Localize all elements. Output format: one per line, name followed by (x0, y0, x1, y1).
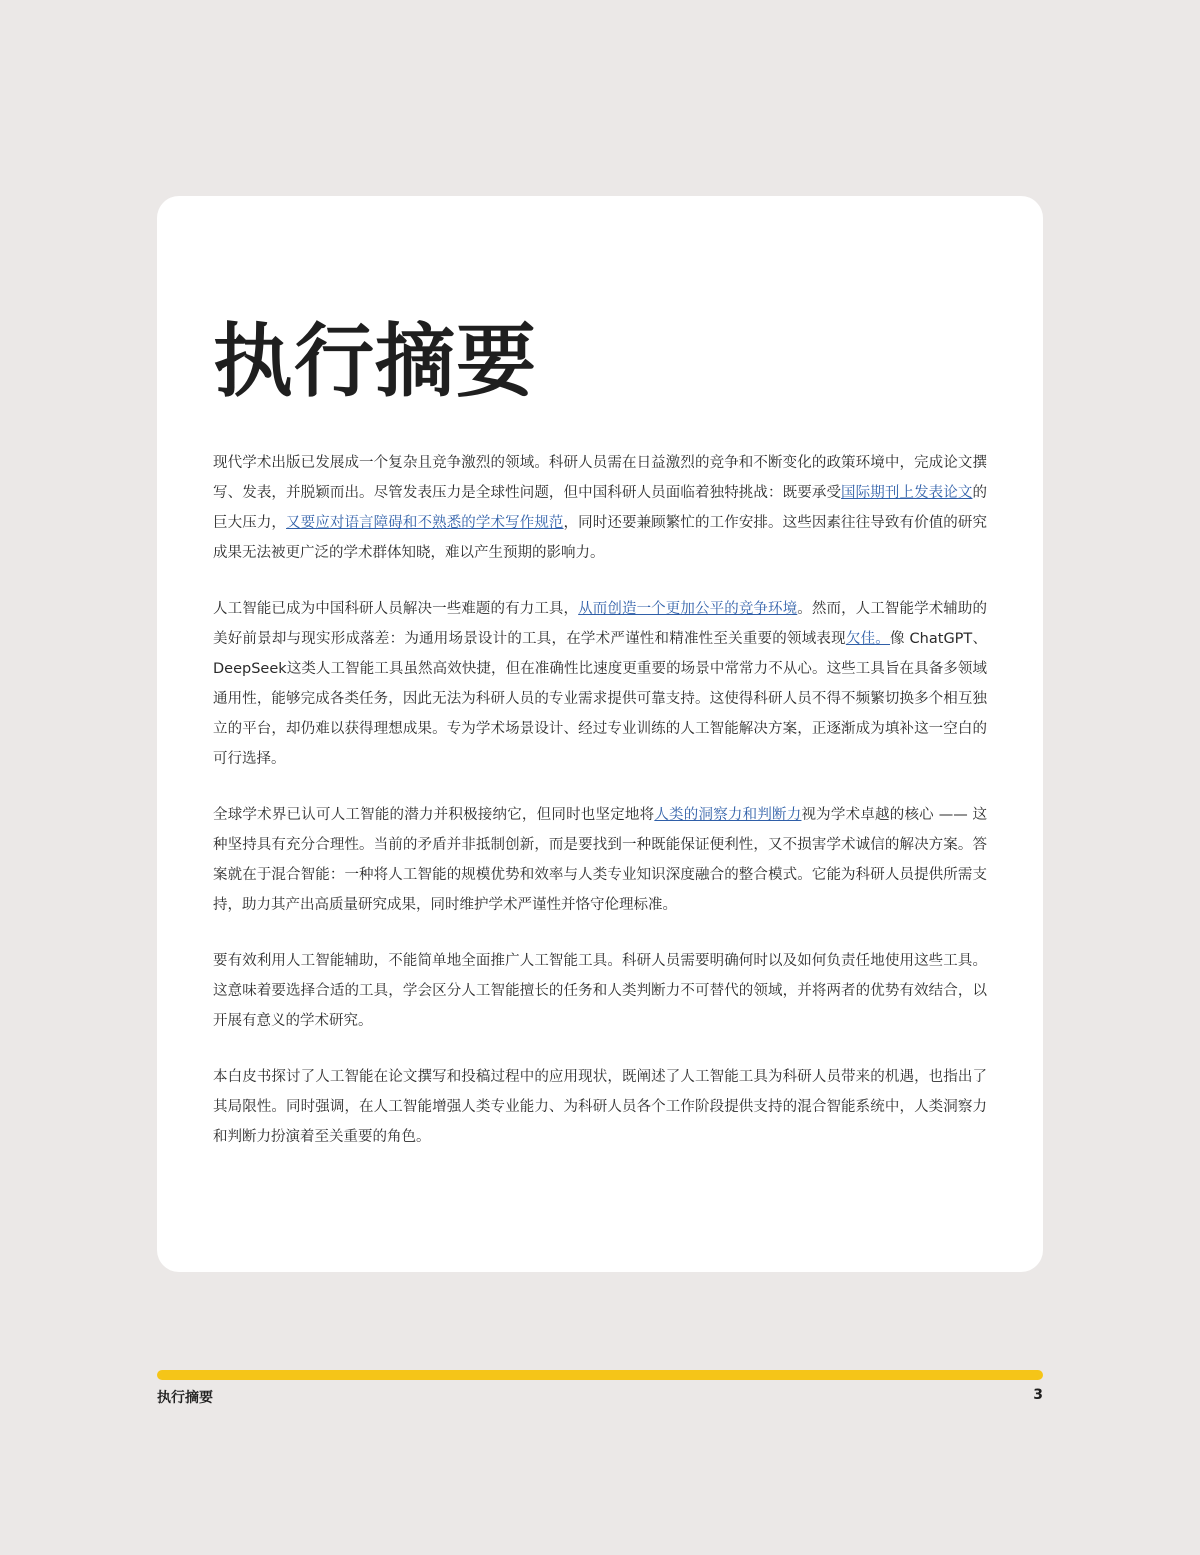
paragraph-1 (213, 448, 987, 568)
paragraph-text: 视为学术卓越的核心 —— 这种坚持具有充分合理性。当前的矛盾并非抵制创新，而是要找到一种既能保证便利性，又不损害学术诚信的解决方案。答案就在于混合智能：一种将人工智能的规模优势和效率与人类专业知识深度融合的整合模式。它能为科研人员提供所需支持，助力其产出高质量研究成果，同时维护学术严谨性并恪守伦理标准。 (213, 807, 988, 913)
link-language-barriers[interactable]: 又要应对语言障碍和不熟悉的学术写作规范 (286, 515, 564, 531)
link-human-insight[interactable]: 人类的洞察力和判断力 (654, 807, 802, 823)
page-title: 执行摘要 (213, 315, 537, 408)
page-number: 3 (1033, 1387, 1043, 1403)
footer-section-label: 执行摘要 (157, 1390, 213, 1406)
paragraph-text: 本白皮书探讨了人工智能在论文撰写和投稿过程中的应用现状，既阐述了人工智能工具为科研人员带来的机遇，也指出了其局限性。同时强调，在人工智能增强人类专业能力、为科研人员各个工作阶段提供支持的混合智能系统中，人类洞察力和判断力扮演着至关重要的角色。 (213, 1069, 987, 1145)
paragraph-5 (213, 1062, 987, 1152)
paragraph-text: 要有效利用人工智能辅助，不能简单地全面推广人工智能工具。科研人员需要明确何时以及如何负责任地使用这些工具。这意味着要选择合适的工具，学会区分人工智能擅长的任务和人类判断力不可替代的领域，并将两者的优势有效结合，以开展有意义的学术研究。 (213, 953, 987, 1029)
paragraph-2 (213, 594, 987, 774)
paragraph-text: 的巨大压力， (213, 485, 987, 531)
paragraph-text: 全球学术界已认可人工智能的潜力并积极接纳它，但同时也坚定地将 (213, 807, 655, 823)
paragraph-text: 像 ChatGPT、DeepSeek这类人工智能工具虽然高效快捷，但在准确性比速度更重要的场景中常常力不从心。这些工具旨在具备多领域通用性，能够完成各类任务，因此无法为科研人员的专业需求提供可靠支持。这使得科研人员不得不频繁切换多个相互独立的平台，却仍难以获得理想成果。专为学术场景设计、经过专业训练的人工智能解决方案，正逐渐成为填补这一空白的可行选择。 (213, 631, 987, 767)
paragraph-3 (213, 800, 987, 920)
content-card (157, 196, 1043, 1272)
footer-accent-bar (157, 1370, 1043, 1380)
link-international-journals[interactable]: 国际期刊上发表论文 (841, 485, 973, 501)
link-fair-competition[interactable]: 从而创造一个更加公平的竞争环境 (578, 601, 798, 617)
link-underperform[interactable]: 欠佳。 (845, 631, 891, 647)
paragraph-text: ，同时还要兼顾繁忙的工作安排。这些因素往往导致有价值的研究成果无法被更广泛的学术群体知晓，难以产生预期的影响力。 (213, 515, 988, 561)
paragraph-4 (213, 946, 987, 1036)
paragraph-text: 人工智能已成为中国科研人员解决一些难题的有力工具， (213, 601, 579, 617)
paragraph-text: 现代学术出版已发展成一个复杂且竞争激烈的领域。科研人员需在日益激烈的竞争和不断变化的政策环境中，完成论文撰写、发表，并脱颖而出。尽管发表压力是全球性问题，但中国科研人员面临着独特挑战：既要承受 (213, 455, 987, 501)
paragraph-text: 。然而，人工智能学术辅助的美好前景却与现实形成落差：为通用场景设计的工具，在学术严谨性和精准性至关重要的领域表现 (213, 601, 988, 647)
